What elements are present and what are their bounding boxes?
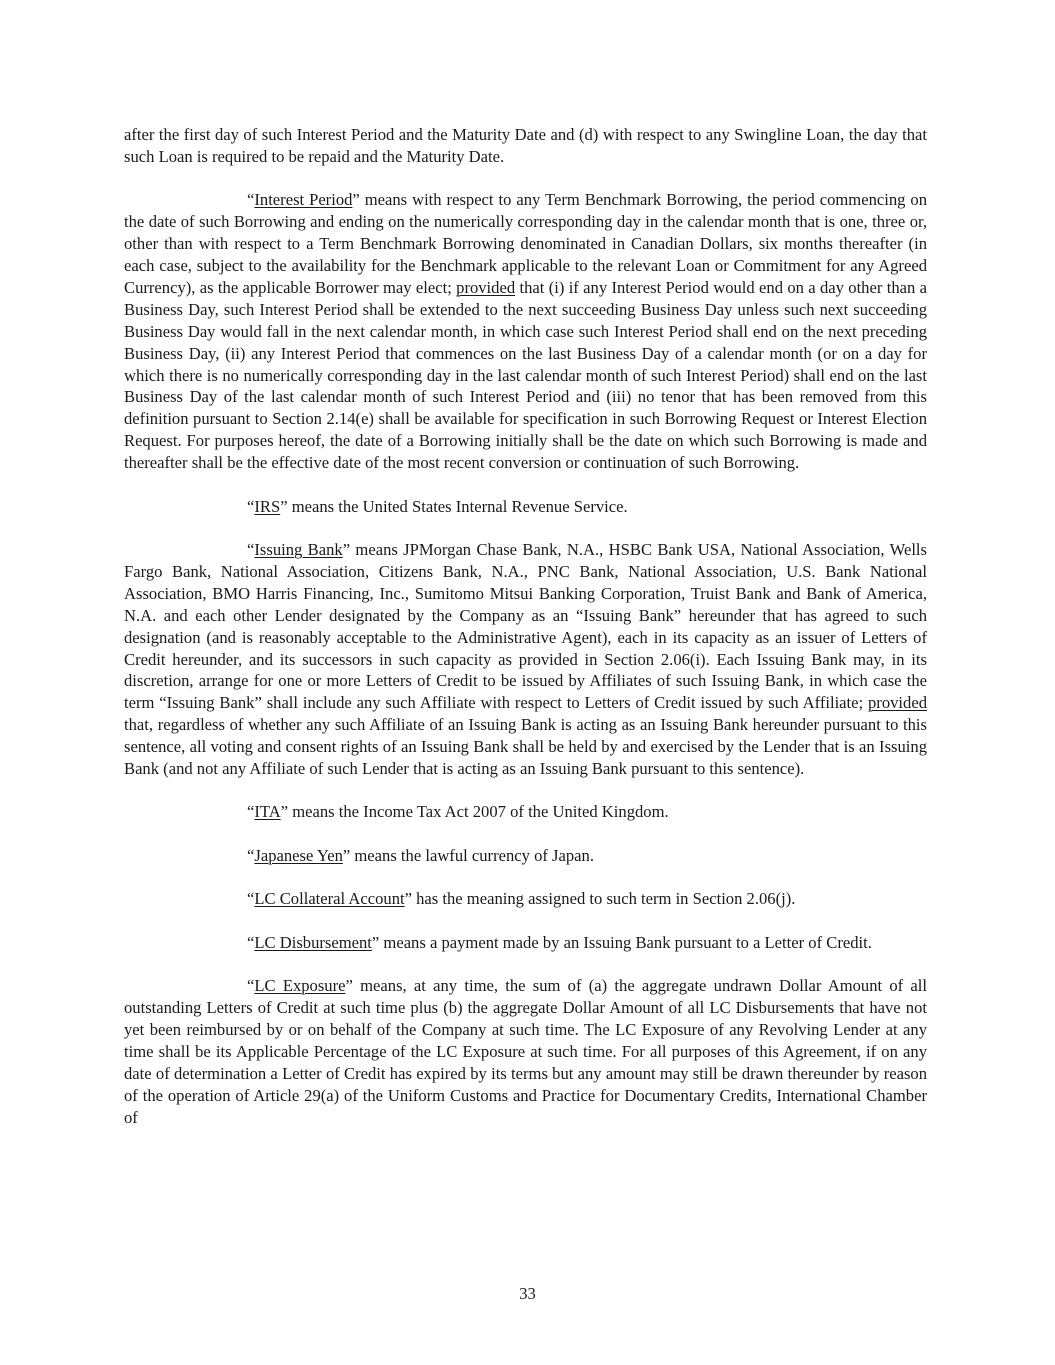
open-quote: “ — [247, 540, 255, 559]
open-quote: “ — [247, 802, 255, 822]
page-number: 33 — [519, 1284, 536, 1303]
definition-text: ” has the meaning assigned to such term in Section 2.06(j). — [404, 889, 796, 909]
provided-term: provided — [868, 693, 927, 713]
definition-text: ” means a payment made by an Issuing Bank pursuant to a Letter of Credit. — [371, 932, 872, 952]
definition-text: ” means with respect to any Term Benchmark Borrowing, the period commencing on the date of such Borrowing and ending on the numerically corresponding day in the calendar month that is one, three or, other than with respect to a Term Benchmark Borrowing denominated in Canadian Dollars, six months thereafter (in each case, subject to the availability for the Benchmark applicable to the relevant Loan or Commitment for any Agreed Currency), as the applicable Borrower may elect; — [124, 190, 927, 297]
open-quote: “ — [247, 845, 255, 865]
defined-term: Japanese Yen — [254, 845, 343, 865]
definition-lc-collateral-account — [124, 888, 927, 910]
defined-term: ITA — [254, 802, 281, 822]
definition-interest-period — [124, 189, 927, 474]
definition-ita — [124, 801, 927, 823]
defined-term: Interest Period — [254, 190, 353, 210]
open-quote: “ — [247, 932, 255, 952]
definition-text: ” means, at any time, the sum of (a) the aggregate undrawn Dollar Amount of all outstanding Letters of Credit at such time plus (b) the aggregate Dollar Amount of all LC Disbursements that have not yet been reimbursed by or on behalf of the Company at such time. The LC Exposure of any Revolving Lender at any time shall be its Applicable Percentage of the LC Exposure at such time. For all purposes of this Agreement, if on any date of determination a Letter of Credit has expired by its terms but any amount may still be drawn thereunder by reason of the operation of Article 29(a) of the Uniform Customs and Practice for Documentary Credits, International Chamber of — [124, 976, 928, 1127]
defined-term: LC Disbursement — [254, 932, 372, 952]
paragraph-continuation — [124, 124, 927, 168]
open-quote: “ — [247, 976, 255, 996]
definition-irs — [124, 496, 927, 518]
open-quote: “ — [247, 190, 255, 210]
definition-text: ” means JPMorgan Chase Bank, N.A., HSBC Bank USA, National Association, Wells Fargo Bank, National Association, Citizens Bank, N.A., PNC Bank, National Association, U.S. Bank National Association, BMO Harris Financing, Inc., Sumitomo Mitsui Banking Corporation, Truist Bank and Bank of America, N.A. and each other Lender designated by the Company as an “Issuing Bank” hereunder that has agreed to such designation (and is reasonably acceptable to the Administrative Agent), each in its capacity as an issuer of Letters of Credit hereunder, and its successors in such capacity as provided in Section 2.06(i). Each Issuing Bank may, in its discretion, arrange for one or more Letters of Credit to be issued by Affiliates of such Issuing Bank, in which case the term “Issuing Bank” shall include any such Affiliate with respect to Letters of Credit issued by such Affiliate; — [124, 540, 927, 713]
open-quote: “ — [247, 889, 255, 909]
document-body — [124, 124, 927, 1150]
definition-lc-exposure — [124, 975, 927, 1128]
defined-term: IRS — [254, 496, 281, 516]
paragraph-text: after the first day of such Interest Period and the Maturity Date and (d) with respect to any Swingline Loan, the day that such Loan is required to be repaid and the Maturity Date. — [124, 125, 927, 166]
defined-term: LC Exposure — [254, 976, 346, 996]
definition-issuing-bank — [124, 539, 927, 780]
definition-text: that, regardless of whether any such Affiliate of an Issuing Bank is acting as an Issuing Bank hereunder pursuant to this sentence, all voting and consent rights of an Issuing Bank shall be held by and exercised by the Lender that is an Issuing Bank (and not any Affiliate of such Lender that is acting as an Issuing Bank pursuant to this sentence). — [124, 715, 927, 779]
definition-lc-disbursement — [124, 932, 927, 954]
defined-term: Issuing Bank — [254, 540, 343, 559]
definition-text: that (i) if any Interest Period would end on a day other than a Business Day, such Interest Period shall be extended to the next succeeding Business Day unless such next succeeding Business Day would fall in the next calendar month, in which case such Interest Period shall end on the next preceding Business Day, (ii) any Interest Period that commences on the last Business Day of a calendar month (or on a day for which there is no numerically corresponding day in the last calendar month of such Interest Period) shall end on the last Business Day of the last calendar month of such Interest Period and (iii) no tenor that has been removed from this definition pursuant to Section 2.14(e) shall be available for specification in such Borrowing Request or Interest Election Request. For purposes hereof, the date of a Borrowing initially shall be the date on which such Borrowing is made and thereafter shall be the effective date of the most recent conversion or continuation of such Borrowing. — [124, 277, 927, 473]
definition-text: ” means the lawful currency of Japan. — [342, 845, 594, 865]
open-quote: “ — [247, 496, 255, 516]
defined-term: LC Collateral Account — [254, 889, 405, 909]
definition-text: ” means the Income Tax Act 2007 of the United Kingdom. — [280, 802, 669, 822]
definition-text: ” means the United States Internal Revenue Service. — [280, 496, 628, 516]
definition-japanese-yen — [124, 845, 927, 867]
provided-term: provided — [456, 277, 516, 297]
